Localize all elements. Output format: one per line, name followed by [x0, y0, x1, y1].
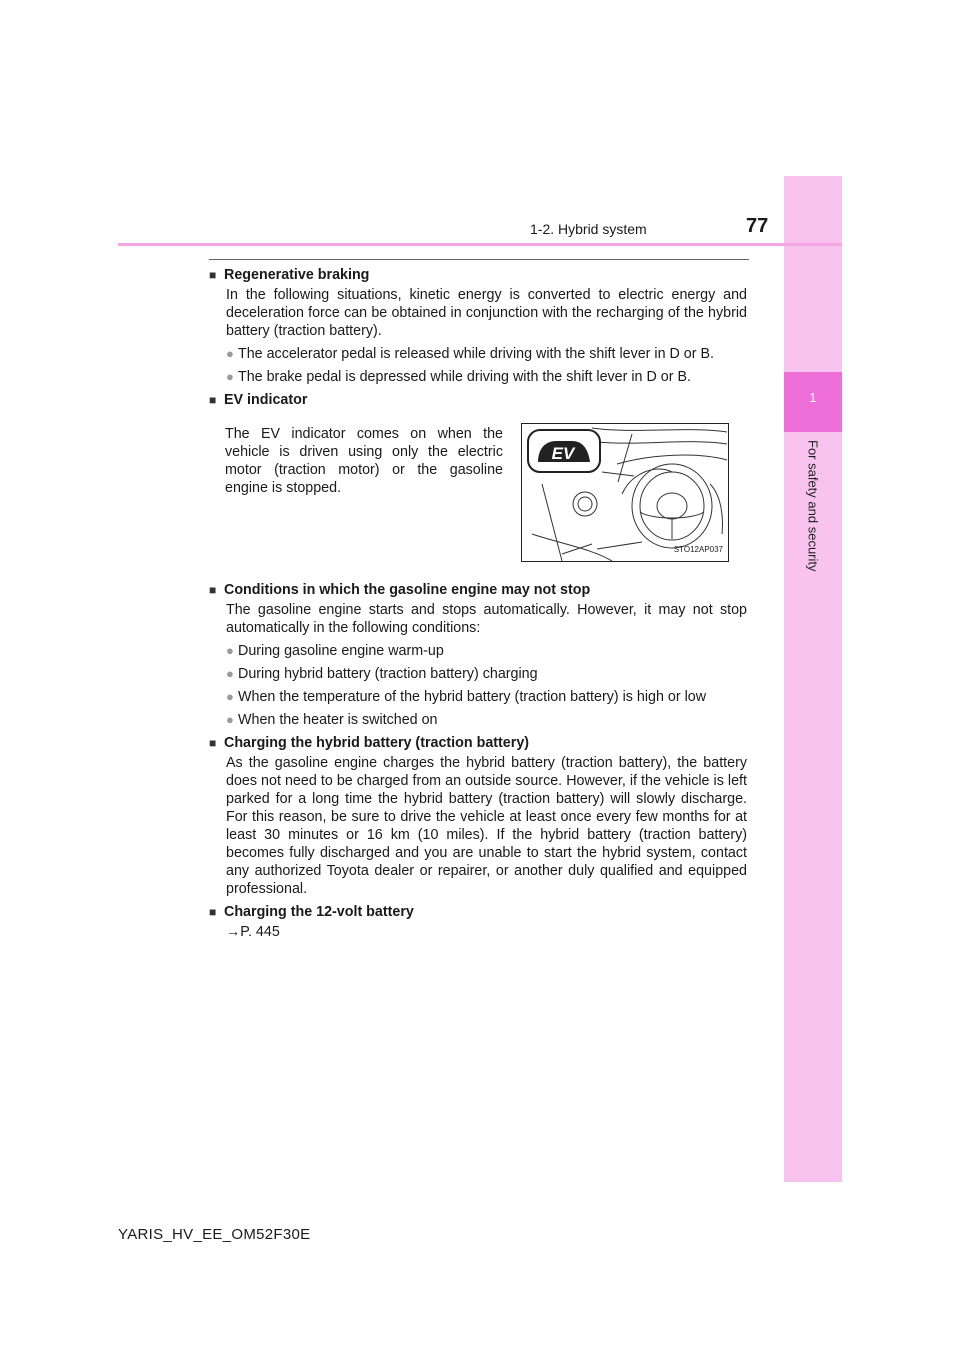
- list-item: ● The brake pedal is depressed while driving with the shift lever in D or B.: [226, 368, 747, 386]
- header-rule: [118, 243, 842, 246]
- heading-charging-hybrid-battery: ■ Charging the hybrid battery (traction battery): [209, 734, 747, 752]
- heading-engine-may-not-stop: ■ Conditions in which the gasoline engine may not stop: [209, 581, 747, 599]
- figure-id: STO12AP037: [673, 545, 723, 554]
- ev-indicator-block: [209, 411, 747, 581]
- chapter-number: 1: [809, 390, 817, 405]
- list-item: ● During gasoline engine warm-up: [226, 642, 747, 660]
- list-item: ● The accelerator pedal is released while driving with the shift lever in D or B.: [226, 345, 747, 363]
- document-code: YARIS_HV_EE_OM52F30E: [118, 1226, 311, 1243]
- content-rule: [209, 259, 749, 260]
- list-item: ● When the heater is switched on: [226, 711, 747, 729]
- ev-indicator-figure: [521, 423, 729, 562]
- list-item: ● During hybrid battery (traction battery) charging: [226, 665, 747, 683]
- heading-charging-12v-battery: ■ Charging the 12-volt battery: [209, 903, 747, 921]
- page-number: 77: [746, 215, 769, 237]
- list-item: ● When the temperature of the hybrid battery (traction battery) is high or low: [226, 688, 747, 706]
- heading-regenerative-braking: ■ Regenerative braking: [209, 266, 747, 284]
- page-content: [209, 266, 747, 941]
- regen-body: In the following situations, kinetic energy is converted to electric energy and deceleration force can be obtained in conjunction with the recharging of the hybrid battery (traction battery).: [226, 287, 747, 339]
- heading-ev-indicator: ■ EV indicator: [209, 391, 747, 409]
- section-title: 1-2. Hybrid system: [530, 221, 647, 237]
- chapter-side-tab: [784, 176, 842, 1182]
- page-reference-link[interactable]: →P. 445: [226, 924, 280, 940]
- chapter-title-vertical: For safety and security: [805, 440, 821, 572]
- ev-body: The EV indicator comes on when the vehicle is driven using only the electric motor (traction motor) or the gasoline engine is stopped.: [225, 426, 503, 496]
- charging-hybrid-body: As the gasoline engine charges the hybrid battery (traction battery), the battery does not need to be charged from an outside source. However, if the vehicle is left parked for a long time the hybrid battery (traction battery) will slowly discharge. For this reason, be sure to drive the vehicle at least once every few months for at least 30 minutes or 16 km (10 miles). If the hybrid battery (traction battery) becomes fully discharged and you are unable to start the hybrid system, contact any authorized Toyota dealer or repairer, or another duly qualified and equipped professional.: [226, 755, 747, 897]
- conditions-body: The gasoline engine starts and stops automatically. However, it may not stop automatically in the following conditions:: [226, 602, 747, 636]
- ev-indicator-icon-label: EV: [551, 444, 575, 463]
